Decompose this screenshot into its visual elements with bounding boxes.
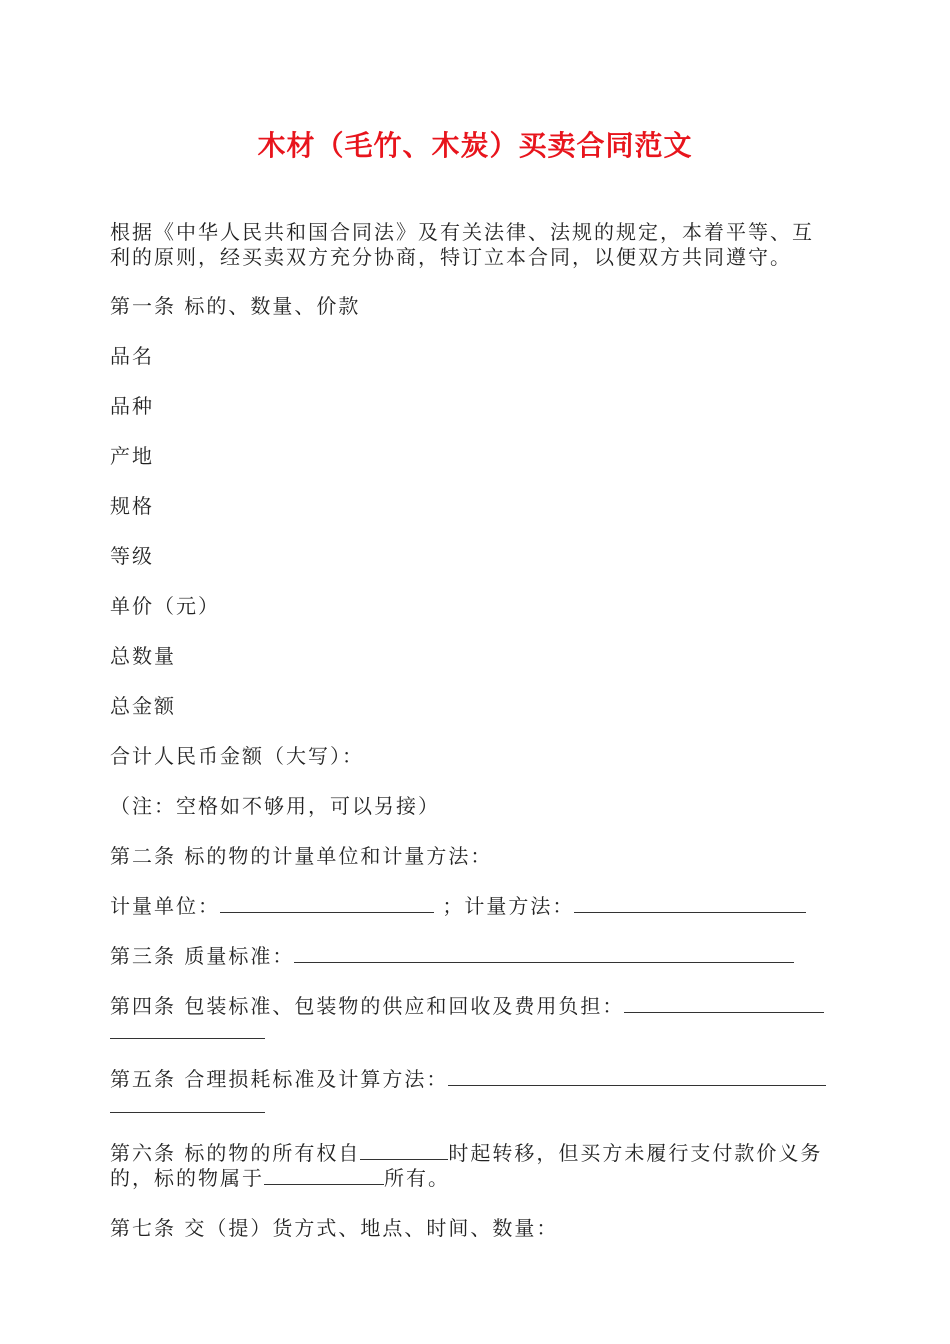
quality-standard-blank[interactable] <box>294 944 794 963</box>
field-product-name: 品名 <box>110 344 154 368</box>
clause-7-heading: 第七条 交（提）货方式、地点、时间、数量： <box>110 1216 559 1240</box>
field-unit-price: 单价（元） <box>110 594 220 618</box>
clause-4-line <box>110 993 824 1019</box>
measure-unit-blank[interactable] <box>220 894 434 913</box>
clause-1-heading: 第一条 标的、数量、价款 <box>110 294 361 318</box>
document-title: 木材（毛竹、木炭）买卖合同范文 <box>257 129 693 162</box>
clause-6-part-2: 时起转移，但买方未履行支付款价义务 <box>448 1141 823 1165</box>
clause-6-line-2 <box>110 1165 450 1191</box>
total-rmb-label: 合计人民币金额（大写）： <box>110 744 364 768</box>
intro-line-2: 利的原则，经买卖双方充分协商，特订立本合同，以便双方共同遵守。 <box>110 245 792 269</box>
clause-4-label: 第四条 包装标准、包装物的供应和回收及费用负担： <box>110 994 625 1018</box>
measure-unit-label: 计量单位： <box>110 894 220 918</box>
blank-space-note: （注：空格如不够用，可以另接） <box>110 794 440 818</box>
packaging-blank-continued[interactable] <box>110 1037 265 1039</box>
clause-6-part-1: 第六条 标的物的所有权自 <box>110 1141 361 1165</box>
field-total-quantity: 总数量 <box>110 644 176 668</box>
packaging-blank[interactable] <box>624 994 824 1013</box>
measure-line <box>110 893 806 919</box>
clause-3-line <box>110 943 794 969</box>
clause-5-label: 第五条 合理损耗标准及计算方法： <box>110 1067 449 1091</box>
intro-line-1: 根据《中华人民共和国合同法》及有关法律、法规的规定，本着平等、互 <box>110 220 814 244</box>
measure-method-blank[interactable] <box>574 894 806 913</box>
clause-3-label: 第三条 质量标准： <box>110 944 295 968</box>
field-variety: 品种 <box>110 394 154 418</box>
ownership-time-blank[interactable] <box>360 1141 448 1160</box>
loss-standard-blank-continued[interactable] <box>110 1111 265 1113</box>
measure-method-label: ；计量方法： <box>442 894 575 918</box>
clause-2-heading: 第二条 标的物的计量单位和计量方法： <box>110 844 493 868</box>
field-origin: 产地 <box>110 444 154 468</box>
field-spec: 规格 <box>110 494 154 518</box>
field-total-amount: 总金额 <box>110 694 176 718</box>
loss-standard-blank[interactable] <box>448 1067 826 1086</box>
ownership-party-blank[interactable] <box>264 1166 384 1185</box>
clause-6-part-4: 所有。 <box>384 1166 450 1190</box>
field-grade: 等级 <box>110 544 154 568</box>
clause-5-line <box>110 1066 826 1092</box>
clause-6-part-3: 的，标的物属于 <box>110 1166 264 1190</box>
clause-6-line-1 <box>110 1140 822 1166</box>
